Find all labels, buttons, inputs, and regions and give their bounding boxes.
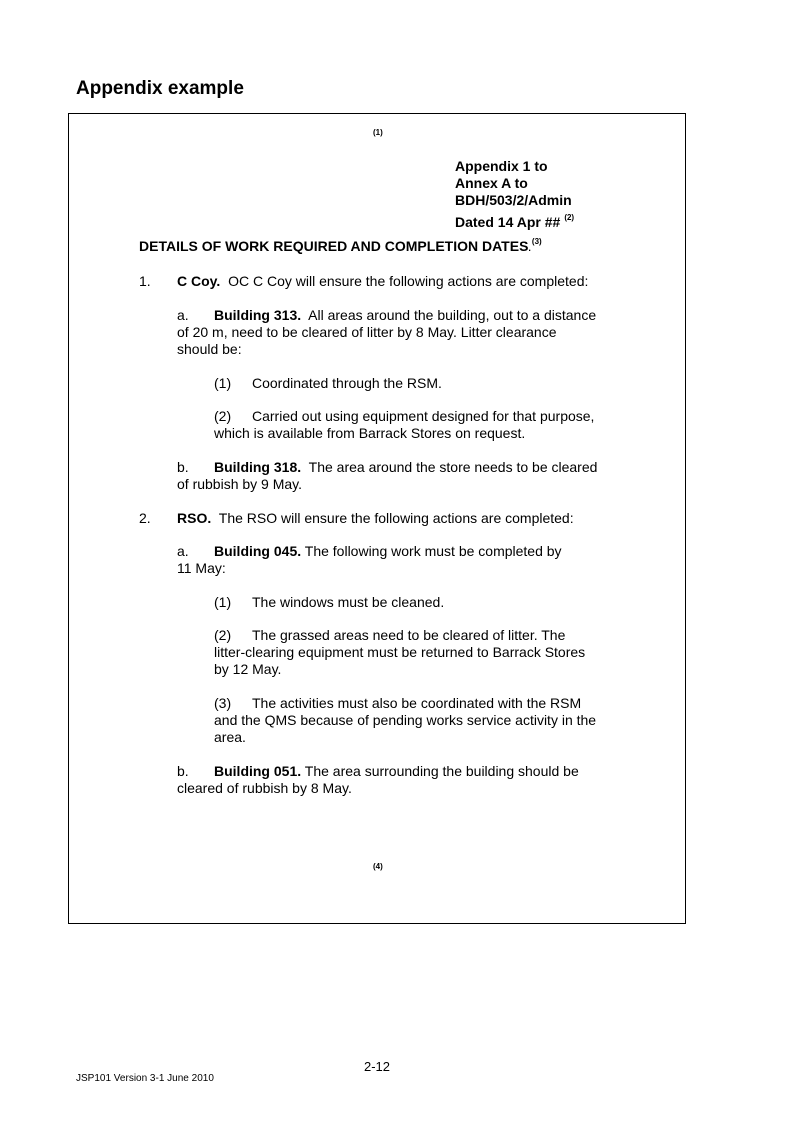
para-1a (177, 307, 627, 358)
para-2a-2 (214, 627, 634, 678)
para-2a-3-line-3: area. (214, 729, 246, 745)
para-2a-text-1: The following work must be completed by (304, 543, 562, 559)
para-2a-3 (214, 695, 634, 746)
marker-4: (4) (373, 862, 383, 871)
header-line-2: Annex A to (455, 175, 528, 191)
para-1b-text-1: The area around the store needs to be cleared (308, 459, 598, 475)
reference-header (455, 158, 574, 231)
para-2a-2-line-2: litter-clearing equipment must be returned to Barrack Stores (214, 644, 586, 660)
para-1a-2-line-1 (214, 408, 634, 425)
para-2a-title: Building 045. (214, 543, 302, 559)
para-2a-3-line-1 (214, 695, 634, 712)
para-2a-letter: a. (177, 543, 189, 559)
para-1a-1 (214, 375, 442, 392)
para-2a-2-number: (2) (214, 627, 232, 643)
para-1a-title: Building 313. (214, 307, 302, 323)
para-2a-1 (214, 594, 444, 611)
para-1a-line-3: should be: (177, 341, 242, 357)
para-1-text: OC C Coy will ensure the following actions are completed: (228, 273, 589, 289)
para-1a-2-text-1: Carried out using equipment designed for that purpose, (252, 408, 595, 424)
para-1a-text-1: All areas around the building, out to a distance (308, 307, 597, 323)
para-1a-2-line-2: which is available from Barrack Stores on request. (214, 425, 526, 441)
para-1 (177, 273, 588, 290)
marker-3: (3) (531, 237, 542, 246)
para-1a-line-1 (177, 307, 627, 324)
para-2b-letter: b. (177, 763, 189, 779)
para-2-number: 2. (139, 510, 151, 526)
para-2b-line-2: cleared of rubbish by 8 May. (177, 780, 352, 796)
para-2a-2-line-3: by 12 May. (214, 661, 282, 677)
para-1a-2-number: (2) (214, 408, 232, 424)
para-2b-text-1: The area surrounding the building should be (304, 763, 579, 779)
para-1b (177, 459, 627, 493)
para-2-text: The RSO will ensure the following actions are completed: (218, 510, 574, 526)
para-2a-line-1 (177, 543, 627, 560)
para-1-title: C Coy. (177, 273, 221, 289)
header-line-4 (455, 209, 574, 231)
para-1b-line-1 (177, 459, 627, 476)
para-2a-1-number: (1) (214, 594, 232, 610)
para-1b-letter: b. (177, 459, 189, 475)
version-footer: JSP101 Version 3-1 June 2010 (76, 1073, 214, 1084)
para-1b-title: Building 318. (214, 459, 302, 475)
marker-1: (1) (373, 128, 383, 137)
para-2a-3-number: (3) (214, 695, 232, 711)
para-2a-1-text: The windows must be cleaned. (252, 594, 445, 610)
header-line-3: BDH/503/2/Admin (455, 192, 572, 208)
para-2b-title: Building 051. (214, 763, 302, 779)
para-2b-line-1 (177, 763, 627, 780)
para-2a-3-line-2: and the QMS because of pending works service activity in the (214, 712, 597, 728)
para-2a-2-text-1: The grassed areas need to be cleared of litter. The (252, 627, 566, 643)
para-1a-letter: a. (177, 307, 189, 323)
page-title: Appendix example (76, 78, 244, 99)
section-heading (139, 237, 542, 254)
para-1a-line-2: of 20 m, need to be cleared of litter by 8 May. Litter clearance (177, 324, 557, 340)
para-2b (177, 763, 627, 797)
para-2-title: RSO. (177, 510, 212, 526)
page-number: 2-12 (364, 1059, 391, 1074)
para-1a-1-number: (1) (214, 375, 232, 391)
para-2a-3-text-1: The activities must also be coordinated with the RSM (252, 695, 582, 711)
para-1a-1-text: Coordinated through the RSM. (252, 375, 442, 391)
para-2a (177, 543, 627, 577)
header-date: Dated 14 Apr ## (455, 214, 561, 230)
marker-2: (2) (564, 213, 575, 222)
para-2a-2-line-1 (214, 627, 634, 644)
header-line-1: Appendix 1 to (455, 158, 548, 174)
heading-text: DETAILS OF WORK REQUIRED AND COMPLETION DATES (139, 238, 529, 254)
para-1-number: 1. (139, 273, 151, 289)
heading-suffix: . (528, 243, 531, 253)
para-1a-2 (214, 408, 634, 442)
para-1b-line-2: of rubbish by 9 May. (177, 476, 303, 492)
para-2 (177, 510, 574, 527)
para-2a-line-2: 11 May: (177, 560, 226, 576)
